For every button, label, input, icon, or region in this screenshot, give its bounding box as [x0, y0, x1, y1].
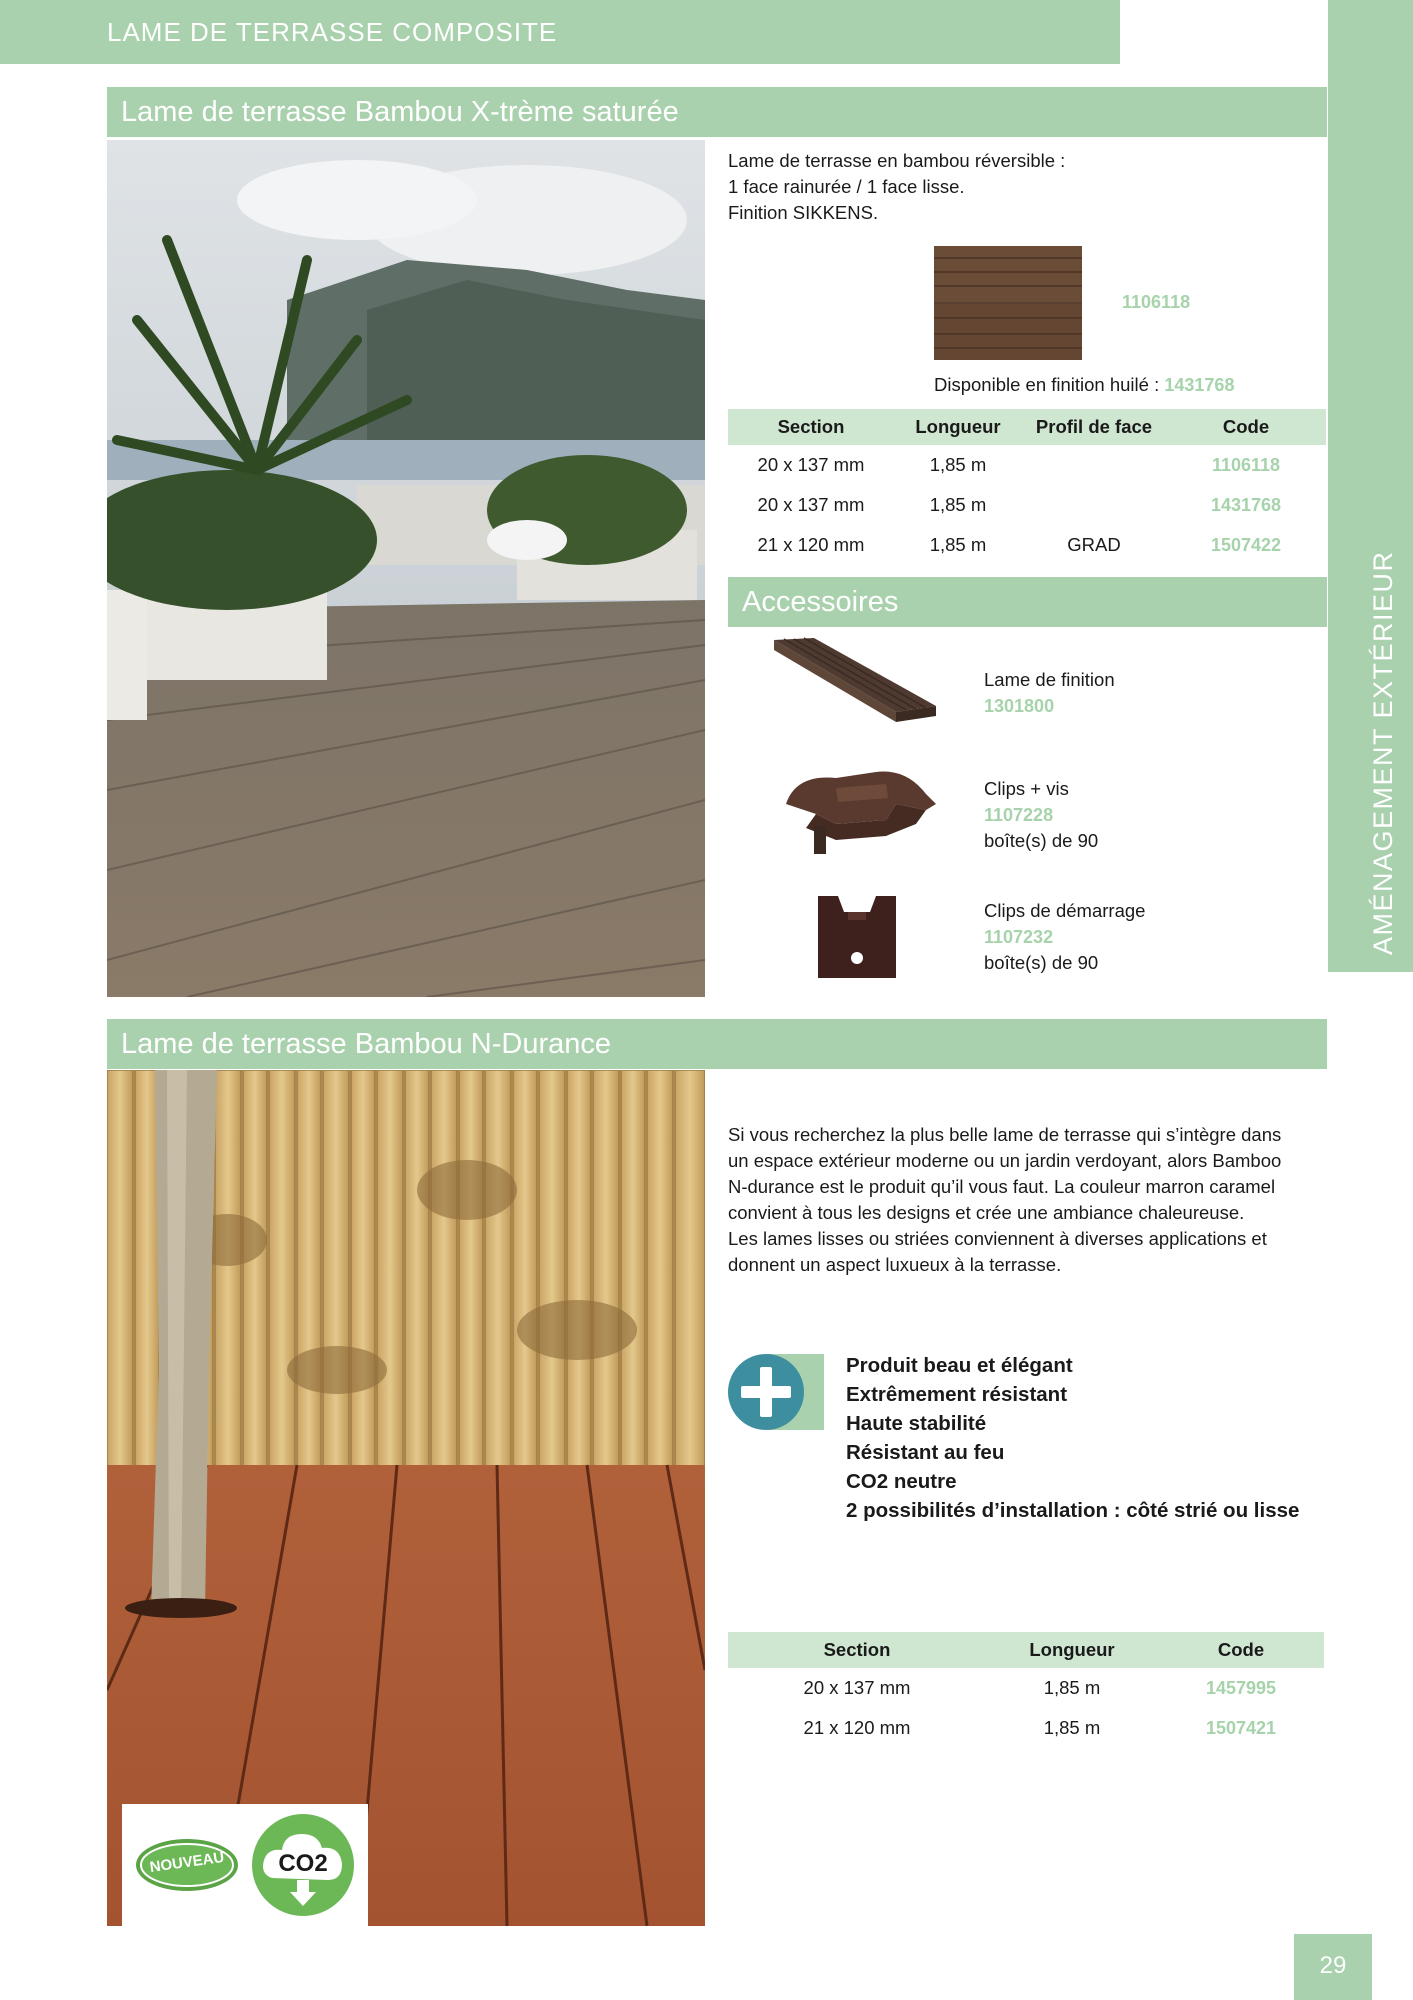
- cell-code: 1106118: [1211, 454, 1281, 475]
- badges-box: [122, 1804, 368, 1926]
- co2-badge-text: CO2: [278, 1850, 328, 1877]
- table-row: [728, 525, 1326, 565]
- cell-length: 1,85 m: [1043, 1677, 1101, 1698]
- cell-profile: [1022, 485, 1166, 525]
- clip-screw-image: [776, 764, 940, 860]
- cell-section: 20 x 137 mm: [757, 454, 865, 475]
- cell-code: 1507421: [1205, 1717, 1277, 1738]
- accessory-code: 1107232: [984, 927, 1054, 947]
- starter-clip-image: [814, 890, 900, 980]
- cell-profile: GRAD: [1067, 534, 1121, 555]
- product2-description: [728, 1122, 1318, 1278]
- oiled-code: 1431768: [1164, 375, 1235, 395]
- description-line: convient à tous les designs et crée une ambiance chaleureuse.: [728, 1202, 1245, 1223]
- accessory-code: 1301800: [984, 696, 1055, 716]
- cell-section: 21 x 120 mm: [757, 534, 865, 555]
- column-header: Longueur: [986, 1632, 1158, 1668]
- table-row: [728, 485, 1326, 525]
- cell-section: 20 x 137 mm: [757, 494, 865, 515]
- description-line: un espace extérieur moderne ou un jardin verdoyant, alors Bamboo: [728, 1150, 1282, 1171]
- product1-spec-table: [728, 409, 1326, 565]
- accessory-note: boîte(s) de 90: [984, 952, 1099, 973]
- column-header: Code: [1166, 409, 1326, 445]
- benefit-item: Produit beau et élégant: [846, 1354, 1073, 1377]
- description-line: donnent un aspect luxueux à la terrasse.: [728, 1254, 1062, 1275]
- cell-code: 1457995: [1205, 1677, 1277, 1698]
- accessories-bar: [728, 577, 1327, 627]
- column-header: Section: [728, 409, 894, 445]
- finishing-board-image: [770, 636, 940, 744]
- benefit-item: Extrêmement résistant: [846, 1383, 1068, 1406]
- table-row: [728, 1708, 1324, 1748]
- cell-section: 21 x 120 mm: [803, 1717, 911, 1738]
- cell-length: 1,85 m: [929, 534, 987, 555]
- page-number-box: [1294, 1934, 1372, 2000]
- product1-title: Lame de terrasse Bambou X-trème saturée: [121, 96, 679, 128]
- co2-badge: [250, 1812, 356, 1918]
- benefits-list: [846, 1351, 1299, 1525]
- new-badge-text: NOUVEAU: [148, 1848, 226, 1877]
- side-tab: [1328, 0, 1413, 972]
- benefit-item: 2 possibilités d’installation : côté strié ou lisse: [846, 1499, 1300, 1522]
- banner-title: LAME DE TERRASSE COMPOSITE: [107, 17, 558, 47]
- accessory-name: Lame de finition: [984, 669, 1115, 690]
- description-line: Si vous recherchez la plus belle lame de terrasse qui s’intègre dans: [728, 1124, 1282, 1145]
- sample-code: 1106118: [1122, 292, 1191, 312]
- top-banner: [0, 0, 1120, 64]
- accessory-code: 1107228: [984, 805, 1054, 825]
- description-line: Les lames lisses ou striées conviennent à diverses applications et: [728, 1228, 1267, 1249]
- accessory-finishing-board: [984, 667, 1115, 719]
- column-header: Profil de face: [1022, 409, 1166, 445]
- accessory-clips-screw: [984, 776, 1098, 854]
- column-header: Code: [1158, 1632, 1324, 1668]
- table-header-row: [728, 1632, 1324, 1668]
- cell-length: 1,85 m: [929, 494, 987, 515]
- cell-section: 20 x 137 mm: [803, 1677, 911, 1698]
- oiled-label: Disponible en finition huilé :: [934, 374, 1165, 395]
- cell-length: 1,85 m: [1043, 1717, 1101, 1738]
- benefit-item: Haute stabilité: [846, 1412, 987, 1435]
- table-row: [728, 1668, 1324, 1708]
- accessory-starter-clips: [984, 898, 1145, 976]
- table-row: [728, 445, 1326, 485]
- accessory-name: Clips de démarrage: [984, 900, 1146, 921]
- board-sample-image: [934, 246, 1082, 360]
- product1-title-bar: [107, 87, 1327, 137]
- column-header: Longueur: [894, 409, 1022, 445]
- description-line: Lame de terrasse en bambou réversible :: [728, 150, 1066, 171]
- description-line: Finition SIKKENS.: [728, 202, 879, 223]
- cell-length: 1,85 m: [929, 454, 987, 475]
- plus-icon: [728, 1354, 824, 1430]
- product2-title-bar: [107, 1019, 1327, 1069]
- cell-profile: [1022, 445, 1166, 485]
- column-header: Section: [728, 1632, 986, 1668]
- product1-description: [728, 148, 1065, 226]
- product2-spec-table: [728, 1632, 1324, 1748]
- cell-code: 1431768: [1210, 494, 1282, 515]
- page-number: 29: [1319, 1952, 1347, 1979]
- oiled-availability: [934, 372, 1234, 398]
- benefit-item: Résistant au feu: [846, 1441, 1005, 1464]
- new-badge: [134, 1836, 240, 1894]
- table-header-row: [728, 409, 1326, 445]
- benefit-item: CO2 neutre: [846, 1470, 957, 1493]
- side-tab-label: AMÉNAGEMENT EXTÉRIEUR: [1368, 550, 1398, 955]
- accessories-title: Accessoires: [742, 586, 899, 618]
- description-line: N-durance est le produit qu’il vous faut. La couleur marron caramel: [728, 1176, 1276, 1197]
- cell-code: 1507422: [1210, 534, 1282, 555]
- terrace-lake-photo: [107, 140, 705, 997]
- accessory-note: boîte(s) de 90: [984, 830, 1099, 851]
- product2-title: Lame de terrasse Bambou N-Durance: [121, 1028, 612, 1060]
- description-line: 1 face rainurée / 1 face lisse.: [728, 176, 965, 197]
- accessory-name: Clips + vis: [984, 778, 1069, 799]
- bamboo-deck-photo: [107, 1070, 705, 1926]
